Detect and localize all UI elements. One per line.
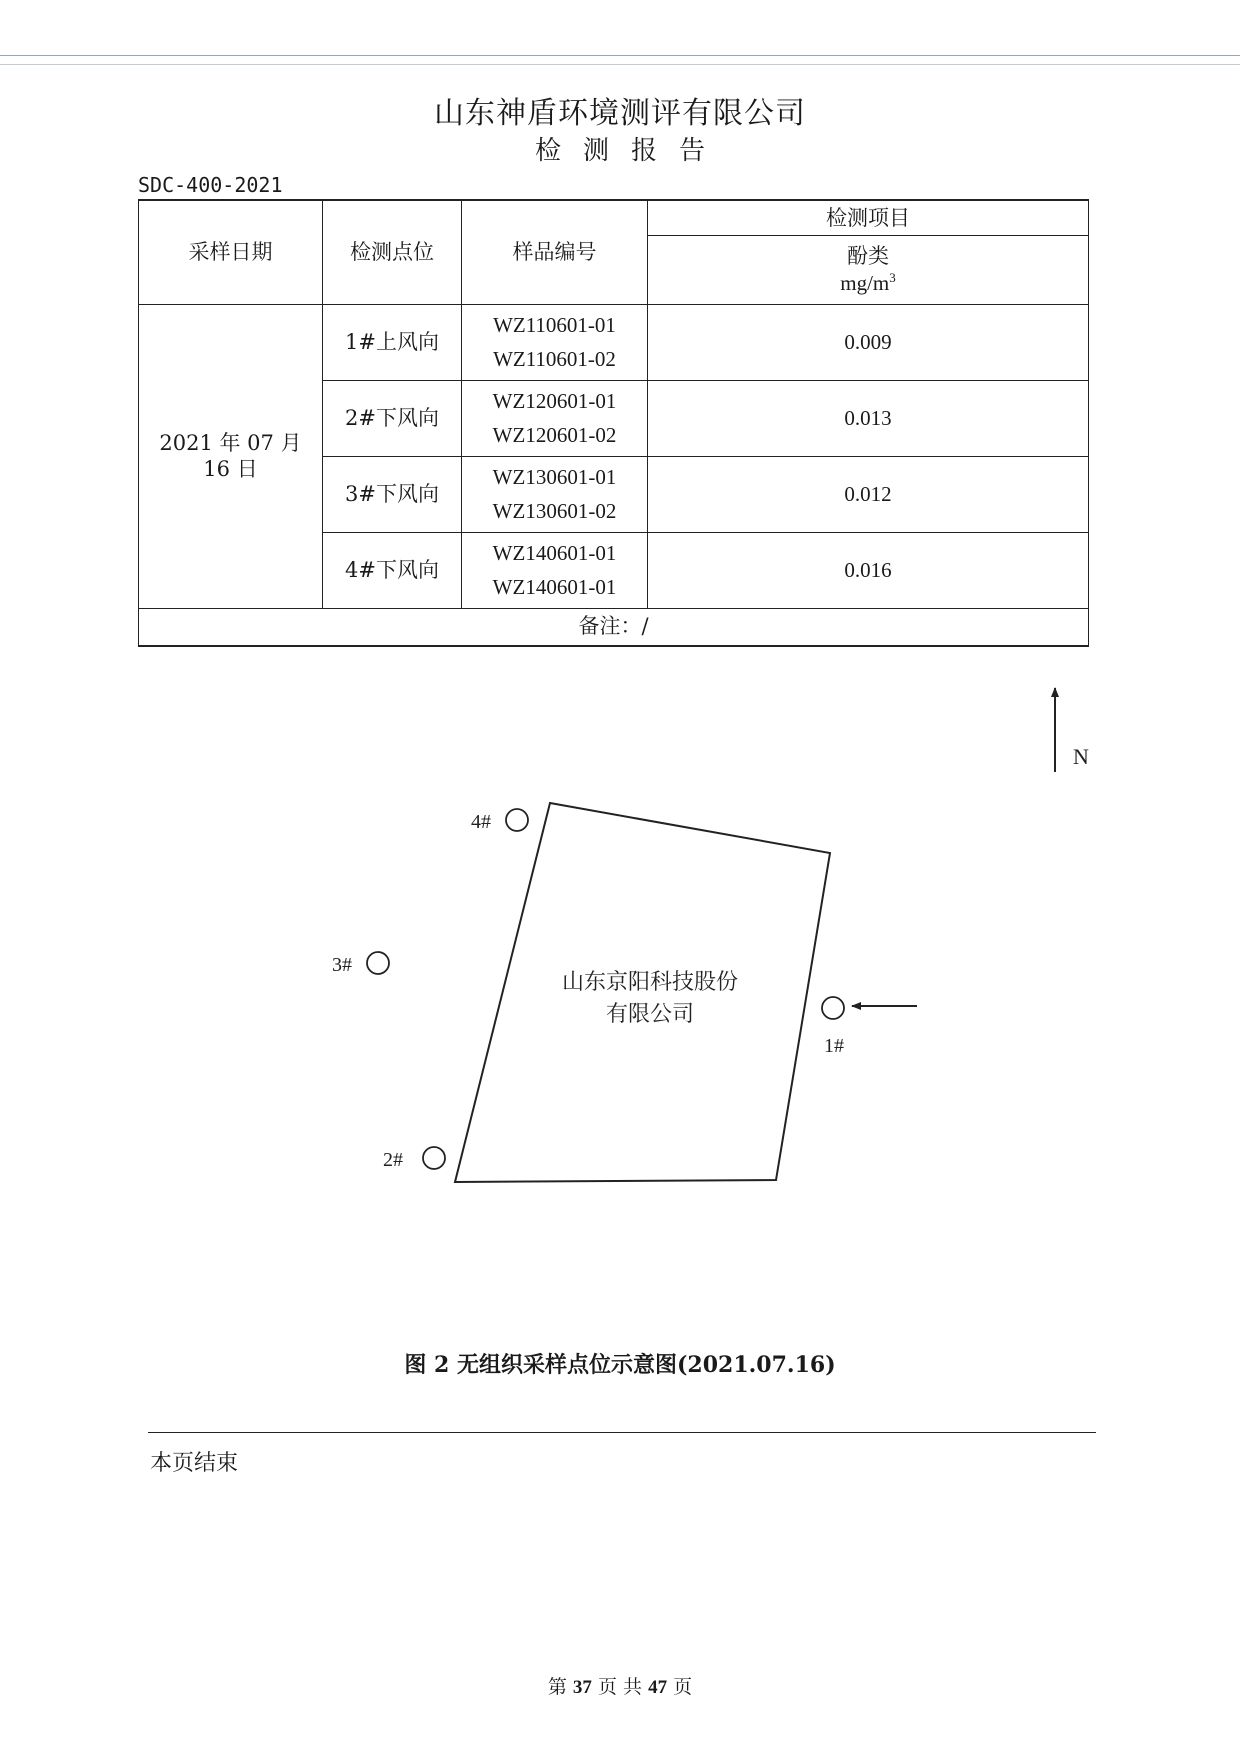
- value-cell: 0.009: [648, 304, 1089, 380]
- report-title: 检测报告: [534, 136, 727, 166]
- sample-id: WZ120601-02: [492, 423, 617, 447]
- figure-caption: 图 2 无组织采样点位示意图(2021.07.16): [404, 1352, 836, 1378]
- page-total: 47: [648, 1677, 668, 1698]
- sampling-point-4-icon: [506, 809, 528, 831]
- page-number: [0, 1672, 1240, 1699]
- document-number: SDC-400-2021: [138, 173, 283, 197]
- site-name-line-2: 有限公司: [605, 1002, 695, 1027]
- sampling-point-3-icon: [367, 952, 389, 974]
- sample-id: WZ130601-01: [492, 464, 617, 489]
- point-cell: 4#下风向: [323, 532, 462, 608]
- point-cell: 2#下风向: [323, 380, 462, 456]
- page-suffix: 页: [673, 1676, 693, 1698]
- remark-cell: 备注：/: [139, 608, 1089, 646]
- sample-id: WZ140601-01: [492, 575, 617, 599]
- date-line-2: 16 日: [203, 457, 258, 481]
- sampling-point-2-icon: [423, 1147, 445, 1169]
- sampling-point-4-label: 4#: [471, 811, 491, 833]
- sample-id: WZ140601-01: [492, 540, 617, 565]
- header-sample-id: 样品编号: [462, 200, 648, 304]
- header-sampling-date: 采样日期: [139, 200, 323, 304]
- sampling-point-1-label: 1#: [824, 1035, 844, 1057]
- date-line-1: 2021 年 07 月: [159, 430, 302, 455]
- item-name: 酚类: [847, 244, 889, 269]
- value-cell: 0.012: [648, 456, 1089, 532]
- page-mid: 页 共: [597, 1676, 643, 1698]
- point-cell: 3#下风向: [323, 456, 462, 532]
- sample-id: WZ120601-01: [492, 388, 617, 413]
- unit-base: mg/m: [840, 270, 890, 295]
- sampling-point-2-label: 2#: [383, 1149, 403, 1171]
- bottom-rule: [148, 1432, 1096, 1433]
- page-prefix: 第: [547, 1676, 567, 1698]
- value-cell: 0.016: [648, 532, 1089, 608]
- sample-id: WZ110601-02: [493, 347, 616, 371]
- sample-id: WZ130601-02: [492, 499, 617, 523]
- unit-exponent: 3: [889, 269, 896, 285]
- header-test-items: 检测项目: [648, 200, 1089, 235]
- sampling-point-1-icon: [822, 997, 844, 1019]
- north-label: N: [1073, 744, 1089, 769]
- sample-id: WZ110601-01: [493, 312, 616, 337]
- header-sampling-point: 检测点位: [323, 200, 462, 304]
- sampling-point-3-label: 3#: [332, 954, 352, 976]
- value-cell: 0.013: [648, 380, 1089, 456]
- site-name-line-1: 山东京阳科技股份: [561, 970, 739, 995]
- end-of-page-note: 本页结束: [150, 1451, 239, 1476]
- point-cell: 1#上风向: [323, 304, 462, 380]
- company-name: 山东神盾环境测评有限公司: [434, 96, 806, 131]
- page-current: 37: [572, 1677, 592, 1698]
